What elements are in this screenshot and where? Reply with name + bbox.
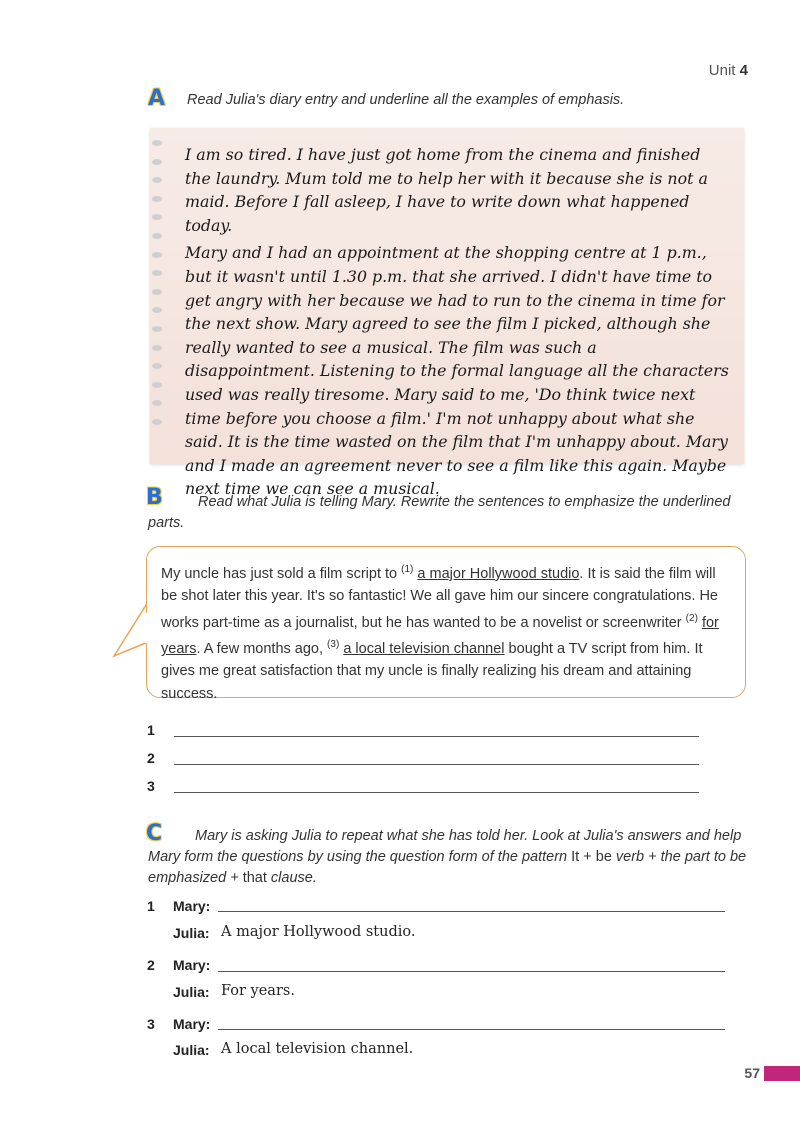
- section-a-instruction: Read Julia's diary entry and underline all the examples of emphasis.: [187, 92, 625, 108]
- section-a-letter: A: [148, 86, 166, 111]
- mary-label: Mary:: [173, 898, 211, 914]
- julia-label: Julia:: [173, 1042, 210, 1058]
- julia-label: Julia:: [173, 984, 210, 1000]
- julia-answer: For years.: [221, 983, 295, 999]
- section-c-instruction: Mary is asking Julia to repeat what she has told her. Look at Julia's answers and help Mary form the questions by using the question form of the pattern It + be verb + the part to be emphasized + that clause.: [148, 828, 747, 886]
- page-number: 57: [744, 1065, 760, 1081]
- underlined-part-1: a major Hollywood studio: [417, 565, 580, 582]
- mary-label: Mary:: [173, 957, 211, 973]
- question-number: 3: [147, 1016, 155, 1032]
- mary-answer-line-1[interactable]: [218, 911, 725, 912]
- diary-text: [185, 143, 730, 501]
- tail-join: [145, 613, 149, 643]
- diary-paragraph: Mary and I had an appointment at the shopping centre at 1 p.m., but it wasn't until 1.30 p.m. that she arrived. I didn't have time to get angry with her because we had to run to the cinema in time for the next show. Mary agreed to see the film I picked, although she really wanted to see a musical. The film was such a disappointment. Listening to the formal language all the characters used was really tiresome. Mary said to me, 'Do think twice next time before you choose a film.' I'm not unhappy about what she said. It is the time wasted on the film that I'm unhappy about. Mary and I made an agreement never to see a film like this again. Maybe next time we can see a musical.: [185, 243, 729, 499]
- underlined-part-3: a local television channel: [343, 640, 505, 657]
- julia-answer: A major Hollywood studio.: [221, 924, 416, 940]
- question-number: 1: [147, 898, 155, 914]
- julia-answer: A local television channel.: [221, 1041, 414, 1057]
- mary-answer-line-3[interactable]: [218, 1029, 725, 1030]
- mary-answer-line-2[interactable]: [218, 971, 725, 972]
- answer-number: 1: [147, 722, 155, 738]
- diary-paragraph: I am so tired. I have just got home from the cinema and finished the laundry. Mum told me to help her with it because she is not a maid. Before I fall asleep, I have to write down what happened today.: [185, 145, 708, 235]
- speech-bubble: [146, 546, 746, 702]
- answer-line-3[interactable]: [174, 792, 699, 793]
- answer-line-1[interactable]: [174, 736, 699, 737]
- unit-number: 4: [739, 62, 748, 79]
- answer-number: 3: [147, 778, 155, 794]
- answer-line-2[interactable]: [174, 764, 699, 765]
- section-b-instruction: Read what Julia is telling Mary. Rewrite the sentences to emphasize the underlined parts.: [148, 494, 731, 531]
- speech-text: My uncle has just sold a film script to $^{(1)}$ a major Hollywood studio. It is said the film will be shot later this year. It's so fantastic! We all gave him our sincere congratulations. He works part-time as a journalist, but he has wanted to be a novelist or screenwriter $^{(2)}$ for years. A few months ago, $^{(3)}$ a local television channel bought a TV script from him. It gives me great satisfaction that my uncle is finally realizing his dream and attaining success.: [161, 564, 719, 702]
- question-number: 2: [147, 957, 155, 973]
- section-c-letter: C: [146, 821, 163, 846]
- notebook-holes: [152, 140, 166, 440]
- underlined-part-2: for years: [161, 614, 719, 657]
- julia-label: Julia:: [173, 925, 210, 941]
- answer-number: 2: [147, 750, 155, 766]
- mary-label: Mary:: [173, 1016, 211, 1032]
- section-b-letter: B: [146, 485, 163, 510]
- unit-label: Unit 4: [708, 62, 748, 79]
- page-accent-bar: [764, 1066, 800, 1081]
